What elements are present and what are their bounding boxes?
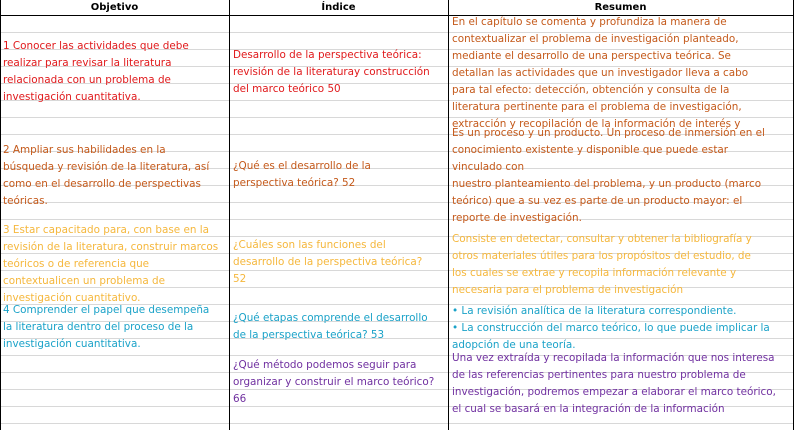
objetivo-4: 4 Comprender el papel que desempeña la literatura dentro del proceso de la investigación cuantitativa. (3, 304, 210, 350)
header-indice: Índice (321, 2, 356, 13)
resumen-2: Es un proceso y un producto. Un proceso de inmersión en el conocimiento existente y disponible que puede estar vinculado con nuestro planteamiento del problema, y un producto (marco teórico) que a su vez es parte de un producto mayor: el reporte de investigación. (452, 127, 765, 224)
indice-4: ¿Qué etapas comprende el desarrollo de la perspectiva teórica? 53 (233, 312, 428, 341)
indice-5: ¿Qué método podemos seguir para organizar y construir el marco teórico? 66 (233, 359, 435, 405)
objetivo-3: 3 Estar capacitado para, con base en la revisión de la literatura, construir marcos teóricos o de referencia que contextualicen un problema de investigación cuantitativo. (3, 224, 219, 304)
header-objetivo: Objetivo (90, 2, 139, 13)
indice-3: ¿Cuáles son las funciones del desarrollo de la perspectiva teórica? 52 (233, 239, 423, 285)
indice-2: ¿Qué es el desarrollo de la perspectiva teórica? 52 (233, 160, 371, 189)
resumen-3: Consiste en detectar, consultar y obtener la bibliografía y otros materiales útiles para los propósitos del estudio, de los cuales se extrae y recopila información relevante y necesaria para el problema de investigación (452, 233, 752, 296)
resumen-1: En el capítulo se comenta y profundiza la manera de contextualizar el problema de investigación planteado, mediante el desarrollo de una perspectiva teórica. Se detallan las actividades que un investigador lleva a cabo para tal efecto: detección, obtención y consulta de la literatura pertinente para el problema de investigación, extracción y recopilación de la información de interés y (452, 16, 749, 130)
indice-1: Desarrollo de la perspectiva teórica: revisión de la literaturay construcción del marco teórico 50 (233, 49, 430, 95)
header-resumen: Resumen (594, 2, 647, 13)
column-border (0, 0, 1, 430)
gridline (0, 423, 794, 424)
column-border (448, 0, 449, 430)
resumen-5: Una vez extraída y recopilada la información que nos interesa de las referencias pertinentes para nuestro problema de investigación, podremos empezar a elaborar el marco teórico, el cual se basará en la integración de la información (452, 352, 776, 415)
column-border (229, 0, 230, 430)
objetivo-1: 1 Conocer las actividades que debe realizar para revisar la literatura relacionada con un problema de investigación cuantitativa. (3, 40, 189, 103)
resumen-4: • La revisión analítica de la literatura correspondiente. • La construcción del marco teórico, lo que puede implicar la adopción de una teoría. (452, 305, 770, 351)
objetivo-2: 2 Ampliar sus habilidades en la búsqueda y revisión de la literatura, así como en el desarrollo de perspectivas teóricas. (3, 144, 210, 207)
